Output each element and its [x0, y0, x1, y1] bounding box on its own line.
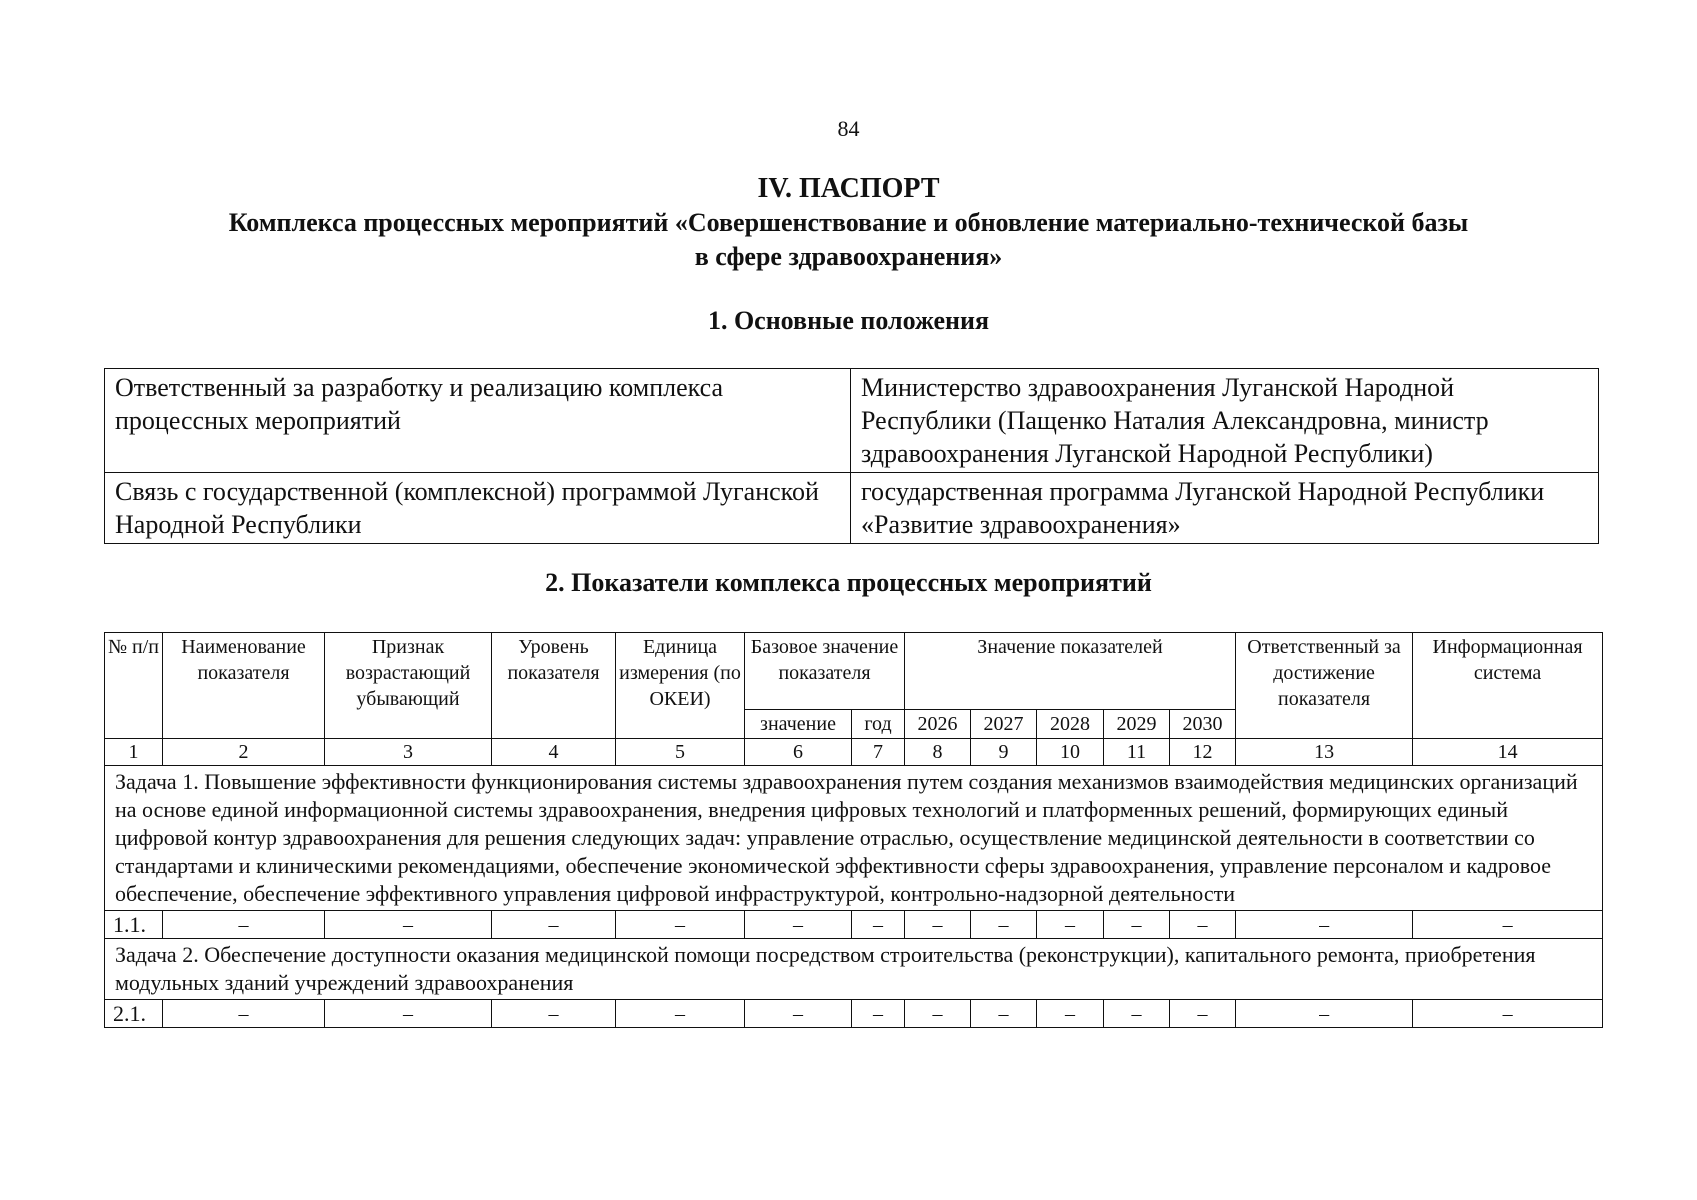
table-cell: – — [325, 1000, 492, 1028]
table-cell: – — [1170, 1000, 1236, 1028]
col-header-year: 2030 — [1170, 710, 1236, 739]
column-number: 6 — [745, 739, 852, 766]
column-number: 3 — [325, 739, 492, 766]
indicators-table — [104, 632, 1603, 1028]
table-cell: – — [492, 1000, 616, 1028]
col-header-base-year: год — [852, 710, 905, 739]
col-header-sign: Признак возрастающий убывающий — [325, 633, 492, 739]
col-header-info-system: Информационная система — [1413, 633, 1603, 739]
table-cell: – — [1104, 911, 1170, 939]
row-index: 2.1. — [105, 1000, 163, 1028]
row-index: 1.1. — [105, 911, 163, 939]
column-number: 10 — [1037, 739, 1104, 766]
page-number: 84 — [837, 116, 860, 141]
column-number-row — [105, 739, 1603, 766]
table-cell: – — [745, 911, 852, 939]
table-cell: – — [163, 911, 325, 939]
column-number: 12 — [1170, 739, 1236, 766]
column-number: 7 — [852, 739, 905, 766]
column-number: 8 — [905, 739, 971, 766]
table-cell: – — [616, 1000, 745, 1028]
column-number: 9 — [971, 739, 1037, 766]
table-row — [105, 1000, 1603, 1028]
column-number: 4 — [492, 739, 616, 766]
table-cell: – — [325, 911, 492, 939]
section-2-heading: 2. Показатели комплекса процессных мероприятий — [545, 568, 1152, 597]
table-cell: – — [1413, 911, 1603, 939]
column-number: 2 — [163, 739, 325, 766]
provision-value: Министерство здравоохранения Луганской Народной Республики (Пащенко Наталия Александровна, министр здравоохранения Луганской Народной Республики) — [851, 369, 1599, 473]
main-provisions-table — [104, 368, 1599, 544]
table-cell: – — [492, 911, 616, 939]
col-header-base: Базовое значение показателя — [745, 633, 905, 710]
provision-value: государственная программа Луганской Народной Республики «Развитие здравоохранения» — [851, 473, 1599, 544]
header-row — [105, 633, 1603, 710]
task-row — [105, 939, 1603, 1000]
section-1-heading: 1. Основные положения — [707, 306, 990, 335]
provision-label: Ответственный за разработку и реализацию комплекса процессных мероприятий — [105, 369, 851, 473]
table-cell: – — [1037, 911, 1104, 939]
table-row — [105, 473, 1599, 544]
col-header-values: Значение показателей — [905, 633, 1236, 710]
task-2-text: Задача 2. Обеспечение доступности оказания медицинской помощи посредством строительства (реконструкции), капитального ремонта, приобретения модульных зданий учреждений здравоохранения — [105, 939, 1603, 1000]
column-number: 1 — [105, 739, 163, 766]
table-cell: – — [1236, 911, 1413, 939]
table-cell: – — [905, 911, 971, 939]
col-header-year: 2028 — [1037, 710, 1104, 739]
col-header-year: 2026 — [905, 710, 971, 739]
col-header-unit: Единица измерения (по ОКЕИ) — [616, 633, 745, 739]
provision-label: Связь с государственной (комплексной) программой Луганской Народной Республики — [105, 473, 851, 544]
table-cell: – — [1170, 911, 1236, 939]
table-cell: – — [745, 1000, 852, 1028]
table-cell: – — [163, 1000, 325, 1028]
table-row — [105, 369, 1599, 473]
col-header-level: Уровень показателя — [492, 633, 616, 739]
table-cell: – — [1236, 1000, 1413, 1028]
document-title — [0, 172, 1697, 274]
table-cell: – — [971, 1000, 1037, 1028]
table-cell: – — [1104, 1000, 1170, 1028]
col-header-year: 2027 — [971, 710, 1037, 739]
column-number: 5 — [616, 739, 745, 766]
title-line-1: IV. ПАСПОРТ — [757, 173, 940, 204]
table-cell: – — [1037, 1000, 1104, 1028]
column-number: 11 — [1104, 739, 1170, 766]
task-row — [105, 766, 1603, 911]
col-header-base-value: значение — [745, 710, 852, 739]
table-cell: – — [1413, 1000, 1603, 1028]
col-header-num: № п/п — [105, 633, 163, 739]
col-header-responsible: Ответственный за достижение показателя — [1236, 633, 1413, 739]
table-row — [105, 911, 1603, 939]
column-number: 14 — [1413, 739, 1603, 766]
task-1-text: Задача 1. Повышение эффективности функционирования системы здравоохранения путем создания механизмов взаимодействия медицинских организаций на основе единой информационной системы здравоохранения, внедрения цифровых технологий и платформенных решений, формирующих единый цифровой контур здравоохранения для решения следующих задач: управление отраслью, осуществление медицинской деятельности в соответствии со стандартами и клиническими рекомендациями, обеспечение экономической эффективности сферы здравоохранения, управление персоналом и кадровое обеспечение, обеспечение эффективного управления цифровой инфраструктурой, контрольно-надзорной деятельности — [105, 766, 1603, 911]
title-line-3: в сфере здравоохранения» — [694, 242, 1003, 271]
col-header-name: Наименование показателя — [163, 633, 325, 739]
table-cell: – — [616, 911, 745, 939]
column-number: 13 — [1236, 739, 1413, 766]
table-cell: – — [852, 1000, 905, 1028]
table-cell: – — [852, 911, 905, 939]
col-header-year: 2029 — [1104, 710, 1170, 739]
table-cell: – — [971, 911, 1037, 939]
table-cell: – — [905, 1000, 971, 1028]
title-line-2: Комплекса процессных мероприятий «Совершенствование и обновление материально-технической базы — [228, 208, 1469, 237]
